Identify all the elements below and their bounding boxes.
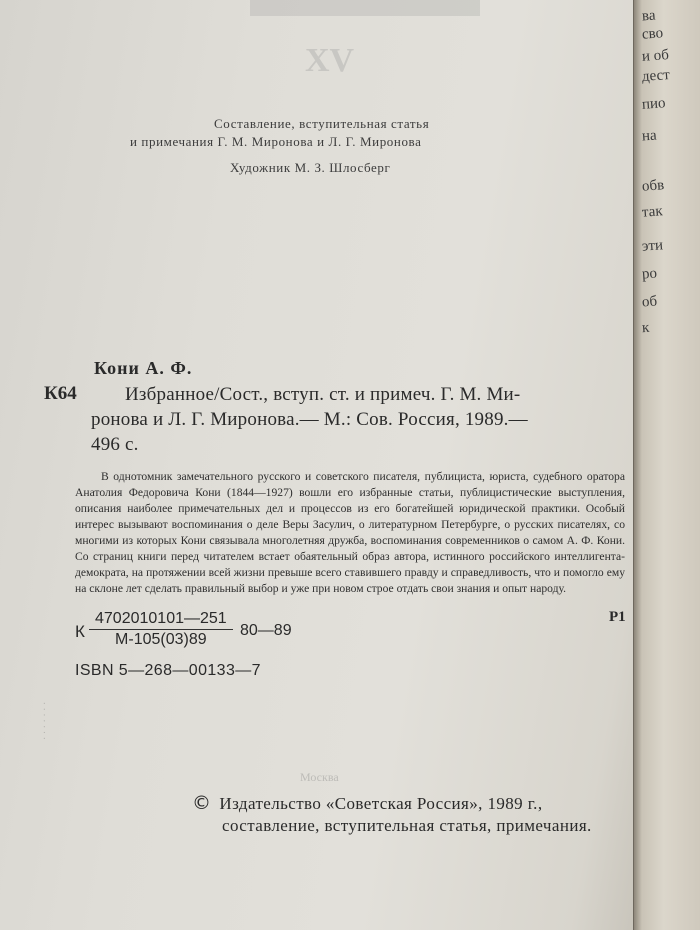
author-name: Кони А. Ф. xyxy=(94,358,193,378)
bleed-through-mark: XV xyxy=(305,42,355,79)
index-suffix: 80—89 xyxy=(240,622,292,639)
index-denominator: М-105(03)89 xyxy=(115,631,207,648)
copyright-line-2: составление, вступительная статья, примечания. xyxy=(222,816,592,835)
isbn: ISBN 5—268—00133—7 xyxy=(75,662,261,679)
annotation-text: В однотомник замечательного русского и советского писателя, публициста, юриста, судебного оратора Анатолия Федоровича Кони (1844—1927) вошли его избранные статьи, публицистические выступления, описания наиболее примечательных дел и процессов из его богатейшей юридической практики. Особый интерес вызывают воспоминания о деле Веры Засулич, о литературном Петербурге, о русских писателях, со многими из которых Кони связывала многолетняя дружба, воспоминания современников о самом А. Ф. Кони. Со страниц книги перед читателем встает обаятельный образ автора, истинного российского интеллигента-демократа, на протяжении всей жизни превыше всего ставившего правду и справедливость, что и помогло ему на склоне лет сделать правильный выбор и уже при новом строе отдать свои знания и опыт народу. xyxy=(75,470,625,595)
credits-line-1: Составление, вступительная статья xyxy=(214,116,430,131)
credits-line-2: и примечания Г. М. Миронова и Л. Г. Миронова xyxy=(130,134,422,149)
library-code: К64 xyxy=(44,383,77,404)
credits-block xyxy=(130,115,429,177)
copyright-line-1: Издательство «Советская Россия», 1989 г., xyxy=(219,794,543,813)
annotation xyxy=(75,469,625,597)
faint-stamp: · · · · · · · xyxy=(40,701,51,740)
adjacent-page-edge: ва сво и об дест пио на обв так эти ро об к xyxy=(633,0,700,930)
index-numerator: 4702010101—251 xyxy=(89,610,233,630)
bibliographic-description xyxy=(91,382,645,457)
artist-credit: Художник М. З. Шлосберг xyxy=(230,160,391,175)
index-fraction xyxy=(89,610,233,649)
bleed-through-text: Москва xyxy=(300,770,339,784)
biblio-line-1: Избранное/Сост., вступ. ст. и примеч. Г. М. Ми- xyxy=(125,384,521,405)
copyright-block xyxy=(192,792,592,837)
bleed-through-header xyxy=(250,0,480,16)
copyright-symbol: © xyxy=(192,792,212,814)
index-letter: К xyxy=(75,622,85,641)
biblio-line-2: ронова и Л. Г. Миронова.— М.: Сов. Россия, 1989.— xyxy=(91,409,528,430)
biblio-line-3: 496 с. xyxy=(91,434,139,455)
classification-code: Р1 xyxy=(609,609,626,625)
